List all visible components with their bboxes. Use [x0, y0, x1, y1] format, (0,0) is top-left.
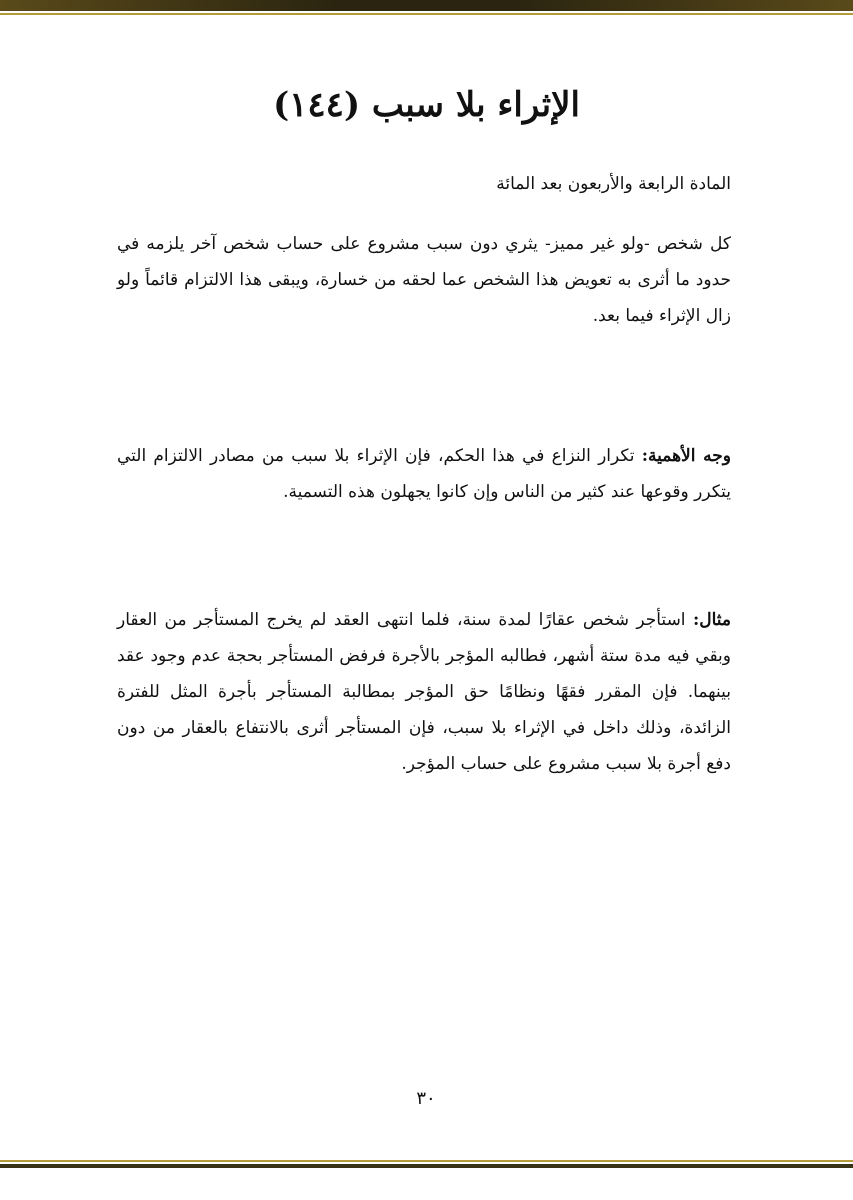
article-text: كل شخص -ولو غير مميز- يثري دون سبب مشروع على حساب شخص آخر يلزمه في حدود ما أثرى به تعويض هذا الشخص عما لحقه من خسارة، ويبقى هذا الالتزام قائماً ولو زال الإثراء فيما بعد.: [117, 234, 731, 326]
bottom-border: [0, 1164, 853, 1168]
example-text: استأجر شخص عقارًا لمدة سنة، فلما انتهى العقد لم يخرج المستأجر من العقار وبقي فيه مدة ستة أشهر، فطالبه المؤجر بالأجرة فرفض المستأجر بحجة عدم وجود عقد بينهما. فإن المقرر فقهًا ونظامًا حق المؤجر بمطالبة المستأجر بأجرة المثل للفترة الزائدة، وذلك داخل في الإثراء بلا سبب، فإن المستأجر أثرى بالانتفاع بالعقار من دون دفع أجرة بلا سبب مشروع على حساب المؤجر.: [117, 610, 731, 774]
bottom-border-line: [0, 1160, 853, 1162]
example-paragraph: [117, 602, 731, 782]
importance-paragraph: [117, 438, 731, 510]
importance-label: وجه الأهمية:: [641, 446, 731, 466]
page-number: ٣٠: [416, 1088, 436, 1109]
page-title: الإثراء بلا سبب (١٤٤): [273, 85, 580, 125]
article-label: المادة الرابعة والأربعون بعد المائة: [496, 174, 731, 194]
example-label: مثال:: [692, 610, 731, 630]
importance-text: تكرار النزاع في هذا الحكم، فإن الإثراء بلا سبب من مصادر الالتزام التي يتكرر وقوعها عند كثير من الناس وإن كانوا يجهلون هذه التسمية.: [117, 446, 731, 502]
